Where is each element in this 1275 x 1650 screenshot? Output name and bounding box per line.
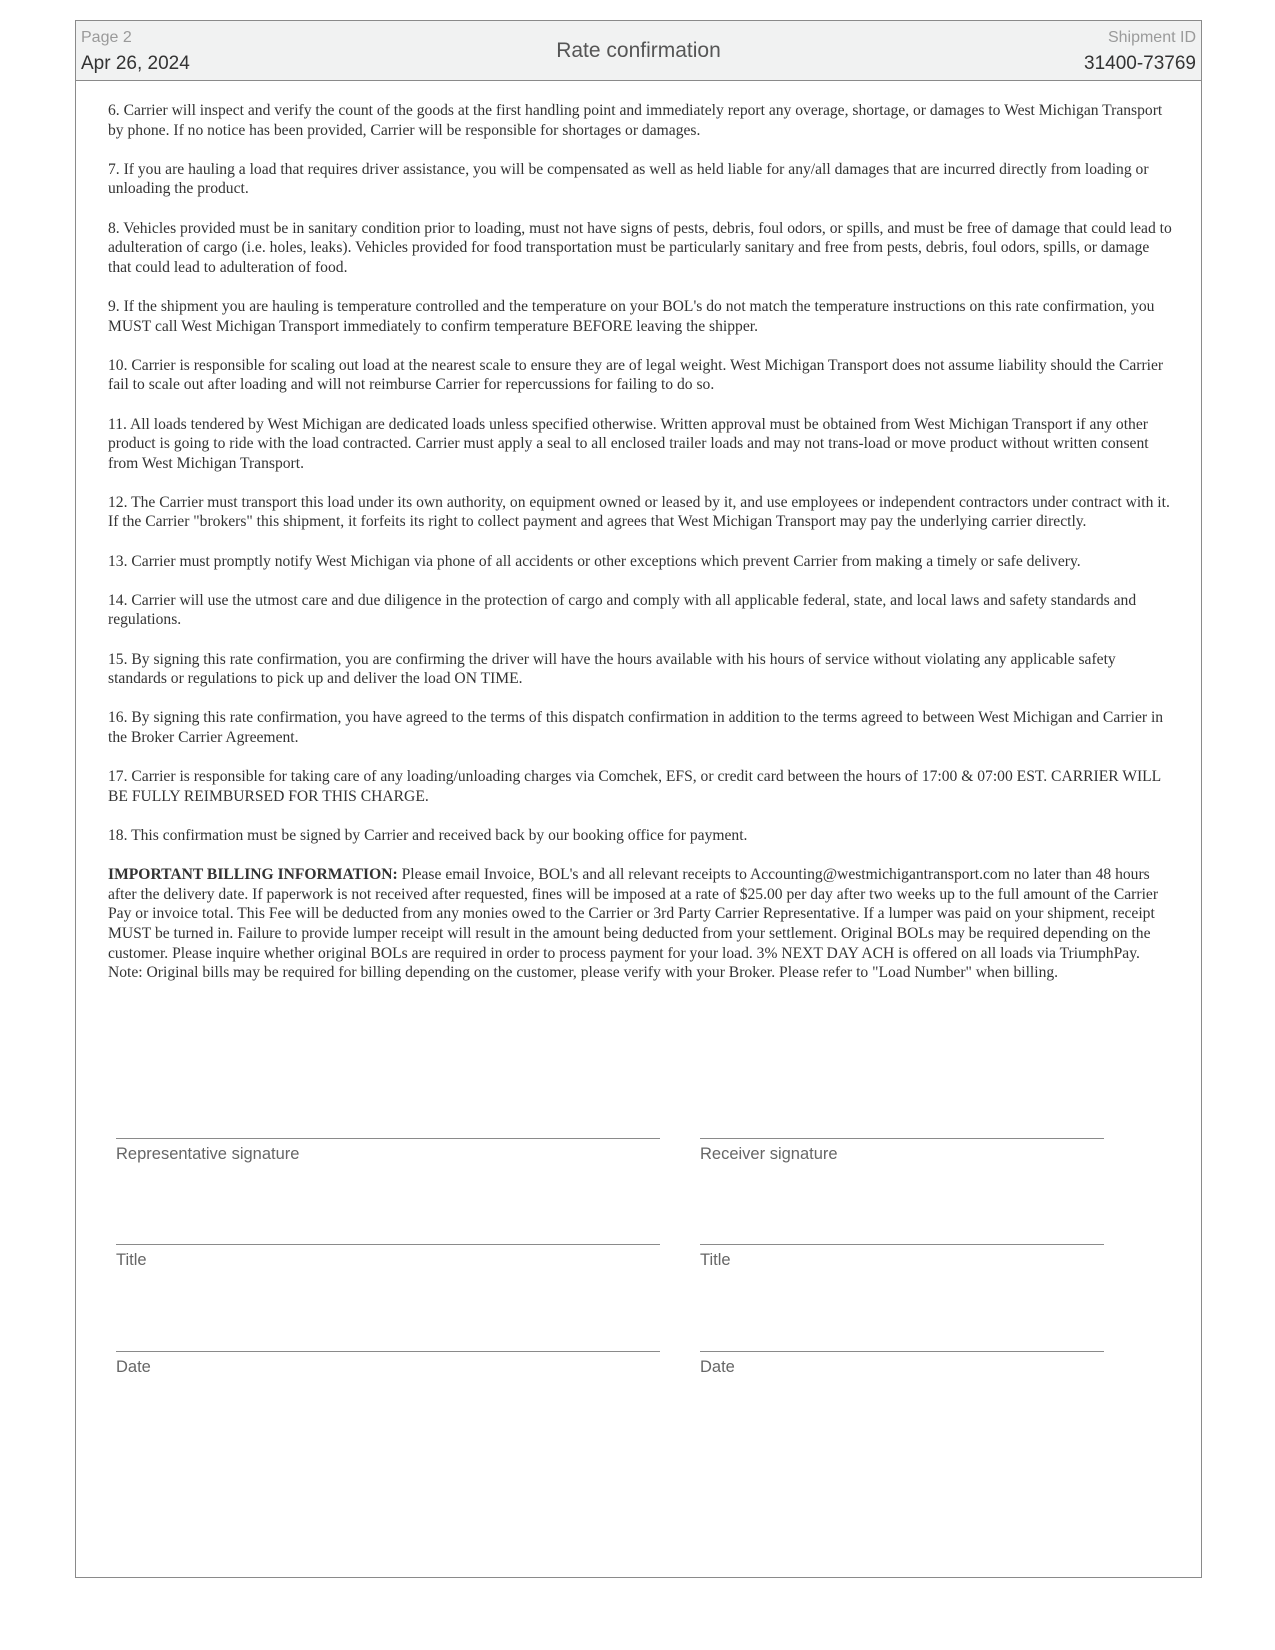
term-16: 16. By signing this rate confirmation, you have agreed to the terms of this dispatch confirmation in addition to the terms agreed to between West Michigan and Carrier in the Broker Carrier Agreement. xyxy=(108,709,1164,746)
billing-heading: IMPORTANT BILLING INFORMATION: xyxy=(108,866,398,884)
term-10: 10. Carrier is responsible for scaling out load at the nearest scale to ensure they are of legal weight. West Michigan Transport does not assume liability should the Carrier fail to scale out after loading and will not reimburse Carrier for repercussions for failing to do so. xyxy=(108,356,1164,394)
term-13: 13. Carrier must promptly notify West Michigan via phone of all accidents or other exceptions which prevent Carrier from making a timely or safe delivery. xyxy=(108,552,1081,570)
representative-title-line[interactable] xyxy=(116,1244,660,1245)
page-frame xyxy=(75,20,1202,1578)
billing-information xyxy=(108,865,1172,983)
shipment-id: 31400-73769 xyxy=(1084,53,1196,74)
billing-text: Please email Invoice, BOL's and all relevant receipts to Accounting@westmichigantransport.com no later than 48 hours after the delivery date. If paperwork is not received after requested, fines will be imposed at a rate of $25.00 per day after two weeks up to the full amount of the Carrier Pay or invoice total. This Fee will be deducted from any monies owed to the Carrier or 3rd Party Carrier Representative. If a lumper was paid on your shipment, receipt MUST be turned in. Failure to provide lumper receipt will result in the amount being deducted from your settlement. Original BOLs may be required depending on the customer. Please inquire whether original BOLs are required in order to process payment for your load. 3% NEXT DAY ACH is offered on all loads via TriumphPay. Note: Original bills may be required for billing depending on the customer, please verify with your Broker. Please refer to "Load Number" when billing. xyxy=(108,866,1159,982)
terms-list xyxy=(108,101,1172,1002)
representative-signature-label: Representative signature xyxy=(116,1145,300,1163)
document-date: Apr 26, 2024 xyxy=(81,53,190,74)
term-14: 14. Carrier will use the utmost care and due diligence in the protection of cargo and comply with all applicable federal, state, and local laws and safety standards and regulations. xyxy=(108,591,1137,629)
term-18: 18. This confirmation must be signed by Carrier and received back by our booking office for payment. xyxy=(108,826,748,844)
term-11: 11. All loads tendered by West Michigan are dedicated loads unless specified otherwise. Written approval must be obtained from West Michigan Transport if any other product is going to ride with the load contracted. Carrier must apply a seal to all enclosed trailer loads and may not trans-load or move product without written consent from West Michigan Transport. xyxy=(108,415,1149,472)
term-6: 6. Carrier will inspect and verify the count of the goods at the first handling point and immediately report any overage, shortage, or damages to West Michigan Transport by phone. If no notice has been provided, Carrier will be responsible for shortages or damages. xyxy=(108,102,1163,139)
representative-signature-line[interactable] xyxy=(116,1138,660,1139)
term-7: 7. If you are hauling a load that requires driver assistance, you will be compensated as well as held liable for any/all damages that are incurred directly from loading or unloading the product. xyxy=(108,160,1149,198)
receiver-signature-line[interactable] xyxy=(700,1138,1104,1139)
receiver-date-label: Date xyxy=(700,1358,735,1376)
document-title: Rate confirmation xyxy=(556,39,721,62)
term-9: 9. If the shipment you are hauling is temperature controlled and the temperature on your BOL's do not match the temperature instructions on this rate confirmation, you MUST call West Michigan Transport immediately to confirm temperature BEFORE leaving the shipper. xyxy=(108,297,1155,335)
receiver-date-line[interactable] xyxy=(700,1351,1104,1352)
page-header xyxy=(76,21,1201,81)
term-8: 8. Vehicles provided must be in sanitary condition prior to loading, must not have signs of pests, debris, foul odors, or spills, and must be free of damage that could lead to adulteration of cargo (i.e. holes, leaks). Vehicles provided for food transportation must be particularly sanitary and free from pests, debris, foul odors, spills, or damage that could lead to adulteration of food. xyxy=(108,219,1172,276)
receiver-signature-label: Receiver signature xyxy=(700,1145,838,1163)
representative-date-label: Date xyxy=(116,1358,151,1376)
representative-title-label: Title xyxy=(116,1251,147,1269)
receiver-title-line[interactable] xyxy=(700,1244,1104,1245)
term-15: 15. By signing this rate confirmation, you are confirming the driver will have the hours available with his hours of service without violating any applicable safety standards or regulations to pick up and deliver the load ON TIME. xyxy=(108,650,1116,688)
term-12: 12. The Carrier must transport this load under its own authority, on equipment owned or leased by it, and use employees or independent contractors under contract with it. If the Carrier "brokers" this shipment, it forfeits its right to collect payment and agrees that West Michigan Transport may pay the underlying carrier directly. xyxy=(108,493,1170,531)
page-number: Page 2 xyxy=(81,29,132,46)
term-17: 17. Carrier is responsible for taking care of any loading/unloading charges via Comchek, EFS, or credit card between the hours of 17:00 & 07:00 EST. CARRIER WILL BE FULLY REIMBURSED FOR THIS CHARGE. xyxy=(108,768,1161,805)
representative-date-line[interactable] xyxy=(116,1351,660,1352)
receiver-title-label: Title xyxy=(700,1251,731,1269)
shipment-id-label: Shipment ID xyxy=(1107,29,1196,46)
